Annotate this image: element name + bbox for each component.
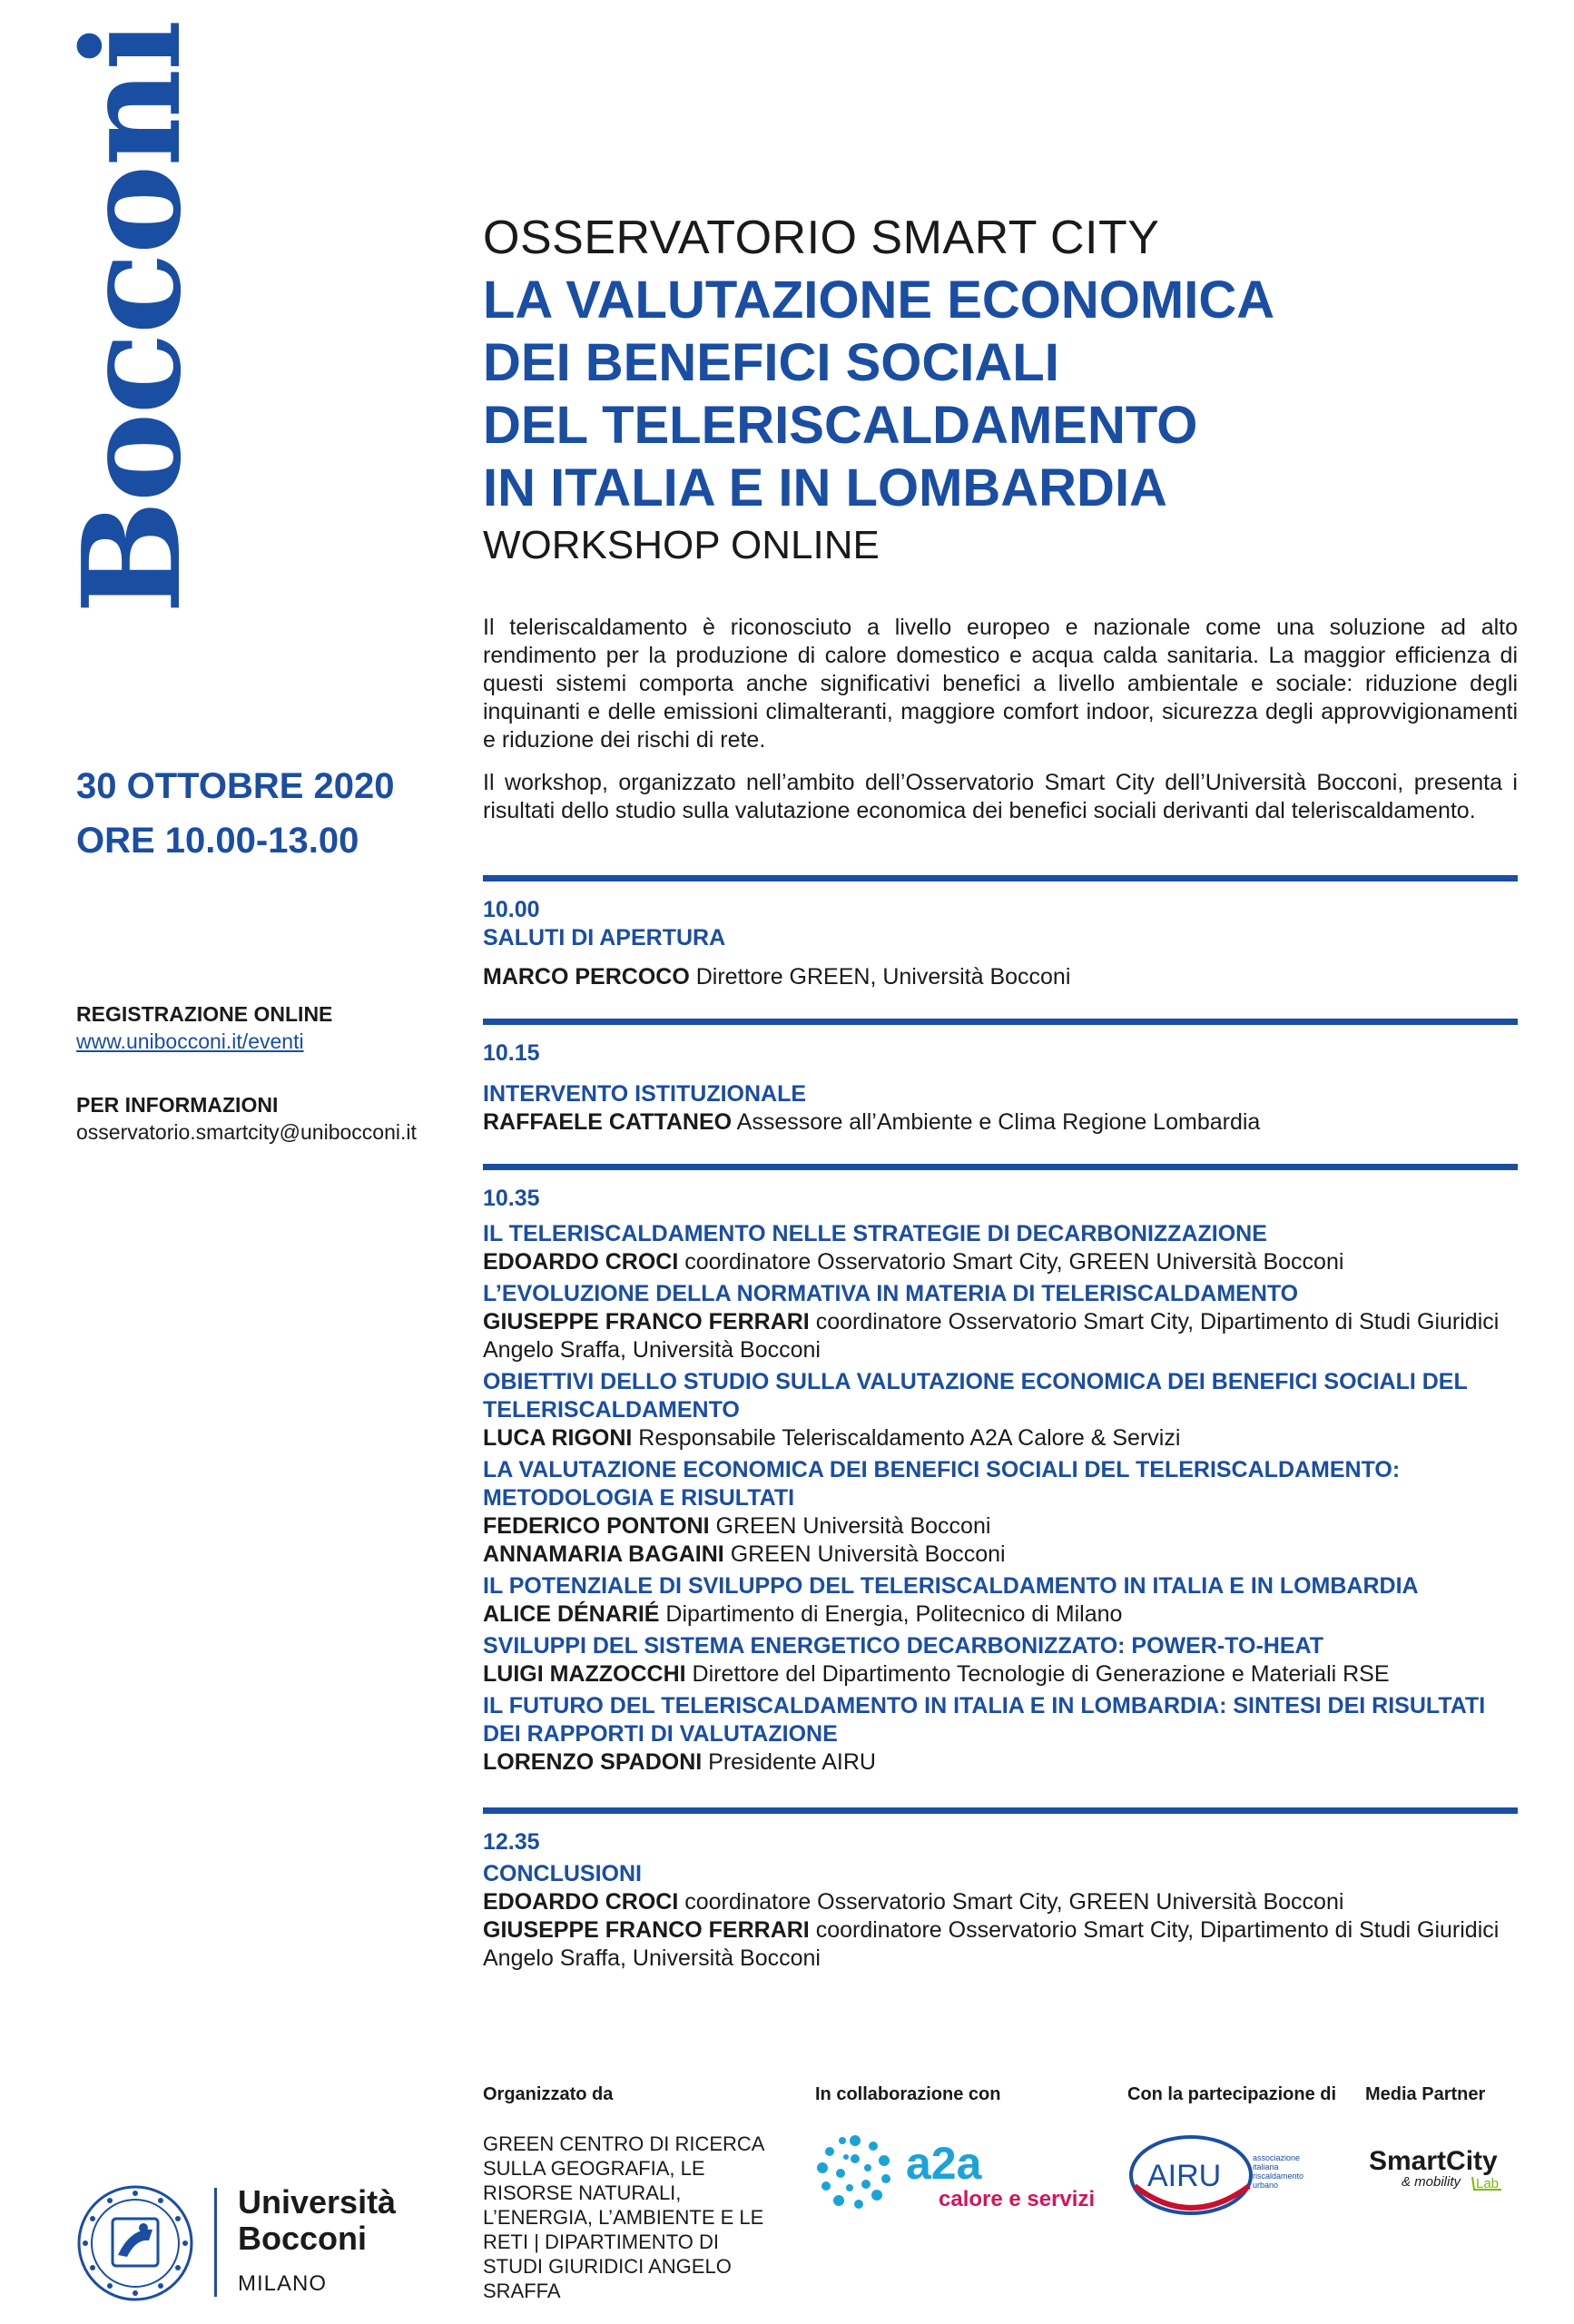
event-datetime [76,759,395,868]
a2a-logo-text: a2a [906,2138,982,2189]
talk [483,1220,1518,1276]
event-time: ORE 10.00-13.00 [76,821,359,861]
speaker-role: Presidente AIRU [708,1749,876,1775]
speaker-role: GREEN Università Bocconi [715,1513,991,1539]
bocconi-logo-text: Bocconi [53,21,211,615]
talk [483,1632,1518,1689]
talk-title: SALUTI DI APERTURA [483,925,726,950]
intro-text [483,614,1518,840]
organizer-text: GREEN CENTRO DI RICERCA SULLA GEOGRAFIA, LE RISORSE NATURALI, L’ENERGIA, L’AMBIENTE E LE RETI | DIPARTIMENTO DI STUDI GIURIDICI ANGELO SRAFFA [483,2132,764,2302]
registration-label: REGISTRAZIONE ONLINE [76,1002,333,1026]
page-title [483,269,1274,519]
speaker [483,1108,1518,1137]
talk-title: IL POTENZIALE DI SVILUPPO DEL TELERISCALDAMENTO IN ITALIA E IN LOMBARDIA [483,1573,1419,1599]
speaker [483,1748,1518,1777]
schedule [483,875,1518,1989]
slot-time: 10.00 [483,897,540,922]
talk-title: IL FUTURO DEL TELERISCALDAMENTO IN ITALIA E IN LOMBARDIA: SINTESI DEI RISULTATI DEI RAPPORTI DI VALUTAZIONE [483,1693,1486,1747]
speaker [483,1308,1518,1364]
talk-title: LA VALUTAZIONE ECONOMICA DEI BENEFICI SOCIALI DEL TELERISCALDAMENTO: METODOLOGIA E RISULTATI [483,1457,1401,1511]
speaker [483,1600,1518,1629]
airu-logo-subtext: associazione italiana riscaldamento urbano [1253,2153,1304,2190]
university-name-line: Bocconi [238,2220,368,2257]
speaker-name: ANNAMARIA BAGAINI [483,1541,724,1567]
bocconi-vertical-logo [53,21,211,615]
schedule-block [483,875,1518,991]
schedule-block [483,1019,1518,1137]
talk-title: CONCLUSIONI [483,1861,642,1886]
organizer-label: Organizzato da [483,2084,614,2104]
speaker-role: coordinatore Osservatorio Smart City, Dipartimento di Studi Giuridici Angelo Sraffa, Università Bocconi [483,1309,1500,1363]
airu-logo-text: AIRU [1147,2159,1222,2193]
header-subtitle: WORKSHOP ONLINE [483,523,880,567]
collaboration-label: In collaborazione con [815,2084,1001,2104]
talk-title: INTERVENTO ISTITUZIONALE [483,1081,807,1107]
slot-time: 12.35 [483,1829,540,1855]
registration-link[interactable]: www.unibocconi.it/eventi [76,1029,304,1053]
smartcity-logo-lab: Lab [1476,2176,1500,2191]
schedule-block [483,1164,1518,1777]
speaker-role: Dipartimento di Energia, Politecnico di Milano [665,1601,1123,1627]
university-crest-icon [76,2184,194,2302]
speaker-role: coordinatore Osservatorio Smart City, GREEN Università Bocconi [684,1889,1344,1915]
speaker [483,1424,1518,1452]
university-name [238,2184,396,2257]
speaker [483,1512,1518,1541]
university-name-line: Università [238,2183,397,2221]
speaker-name: RAFFAELE CATTANEO [483,1109,733,1135]
title-line: DEI BENEFICI SOCIALI [483,333,1059,392]
speaker-name: FEDERICO PONTONI [483,1513,710,1539]
speaker-name: ALICE DÉNARIÉ [483,1601,660,1627]
side-info [76,1000,417,1146]
speaker-role: coordinatore Osservatorio Smart City, Dipartimento di Studi Giuridici Angelo Sraffa, Università Bocconi [483,1917,1500,1971]
talk [483,1280,1518,1364]
speaker-name: LUCA RIGONI [483,1425,633,1451]
speaker-role: GREEN Università Bocconi [730,1541,1006,1567]
university-logo [76,2179,476,2315]
speaker [483,963,1518,991]
speaker-role: Direttore GREEN, Università Bocconi [695,964,1071,990]
info-email[interactable]: osservatorio.smartcity@unibocconi.it [76,1120,417,1144]
slot-time: 10.35 [483,1186,540,1211]
speaker [483,1660,1518,1689]
schedule-block [483,1807,1518,1973]
speaker [483,1541,1518,1569]
speaker-role: Responsabile Teleriscaldamento A2A Calore & Servizi [638,1425,1181,1451]
slot-time: 10.15 [483,1040,540,1066]
media-partner-label: Media Partner [1365,2084,1486,2104]
title-line: LA VALUTAZIONE ECONOMICA [483,271,1275,330]
talk [483,1368,1518,1452]
speaker-role: Assessore all’Ambiente e Clima Regione Lombardia [736,1109,1261,1135]
speaker-name: GIUSEPPE FRANCO FERRARI [483,1309,810,1334]
university-divider [214,2188,217,2297]
speaker-name: EDOARDO CROCI [483,1249,679,1275]
participation-label: Con la partecipazione di [1127,2084,1337,2104]
smartcity-logo-text: SmartCity [1369,2146,1498,2176]
speaker-name: LUIGI MAZZOCCHI [483,1661,686,1687]
speaker-name: MARCO PERCOCO [483,964,690,990]
info-label: PER INFORMAZIONI [76,1093,279,1117]
a2a-logo-subtext: calore e servizi [939,2187,1096,2211]
talk-title: OBIETTIVI DELLO STUDIO SULLA VALUTAZIONE ECONOMICA DEI BENEFICI SOCIALI DEL TELERISCALDAMENTO [483,1369,1468,1423]
speaker-role: coordinatore Osservatorio Smart City, GREEN Università Bocconi [684,1249,1344,1275]
intro-paragraph: Il workshop, organizzato nell’ambito dell’Osservatorio Smart City dell’Università Bocconi, presenta i risultati dello studio sulla valutazione economica dei benefici sociali derivanti dal teleriscaldamento. [483,770,1518,823]
speaker-role: Direttore del Dipartimento Tecnologie di Generazione e Materiali RSE [692,1661,1390,1687]
speaker [483,1248,1518,1276]
title-line: DEL TELERISCALDAMENTO [483,396,1198,455]
a2a-logo [815,2132,1115,2213]
speaker-name: LORENZO SPADONI [483,1749,703,1775]
event-date: 30 OTTOBRE 2020 [76,766,395,806]
airu-logo [1127,2130,1309,2221]
talk-title: L’EVOLUZIONE DELLA NORMATIVA IN MATERIA DI TELERISCALDAMENTO [483,1281,1299,1306]
talk-title: IL TELERISCALDAMENTO NELLE STRATEGIE DI DECARBONIZZAZIONE [483,1221,1267,1246]
header-pretitle: OSSERVATORIO SMART CITY [483,212,1160,264]
talk [483,1692,1518,1777]
talk [483,1572,1518,1629]
talk [483,1456,1518,1569]
university-city: MILANO [238,2271,328,2296]
speaker [483,1888,1518,1916]
talk-title: SVILUPPI DEL SISTEMA ENERGETICO DECARBONIZZATO: POWER-TO-HEAT [483,1633,1323,1659]
speaker-name: GIUSEPPE FRANCO FERRARI [483,1917,810,1943]
smartcity-logo [1365,2137,1520,2210]
speaker [483,1916,1518,1973]
smartcity-logo-subtext: & mobility [1402,2174,1461,2190]
intro-paragraph: Il teleriscaldamento è riconosciuto a livello europeo e nazionale come una soluzione ad alto rendimento per la produzione di calore domestico e acqua calda sanitaria. La maggior efficienza di questi sistemi comporta anche significativi benefici a livello ambientale e sociale: riduzione degli inquinanti e delle emissioni climalteranti, maggiore comfort indoor, sicurezza degli approvvigionamenti e riduzione dei rischi di rete. [483,615,1518,753]
title-line: IN ITALIA E IN LOMBARDIA [483,458,1167,517]
speaker-name: EDOARDO CROCI [483,1889,679,1915]
